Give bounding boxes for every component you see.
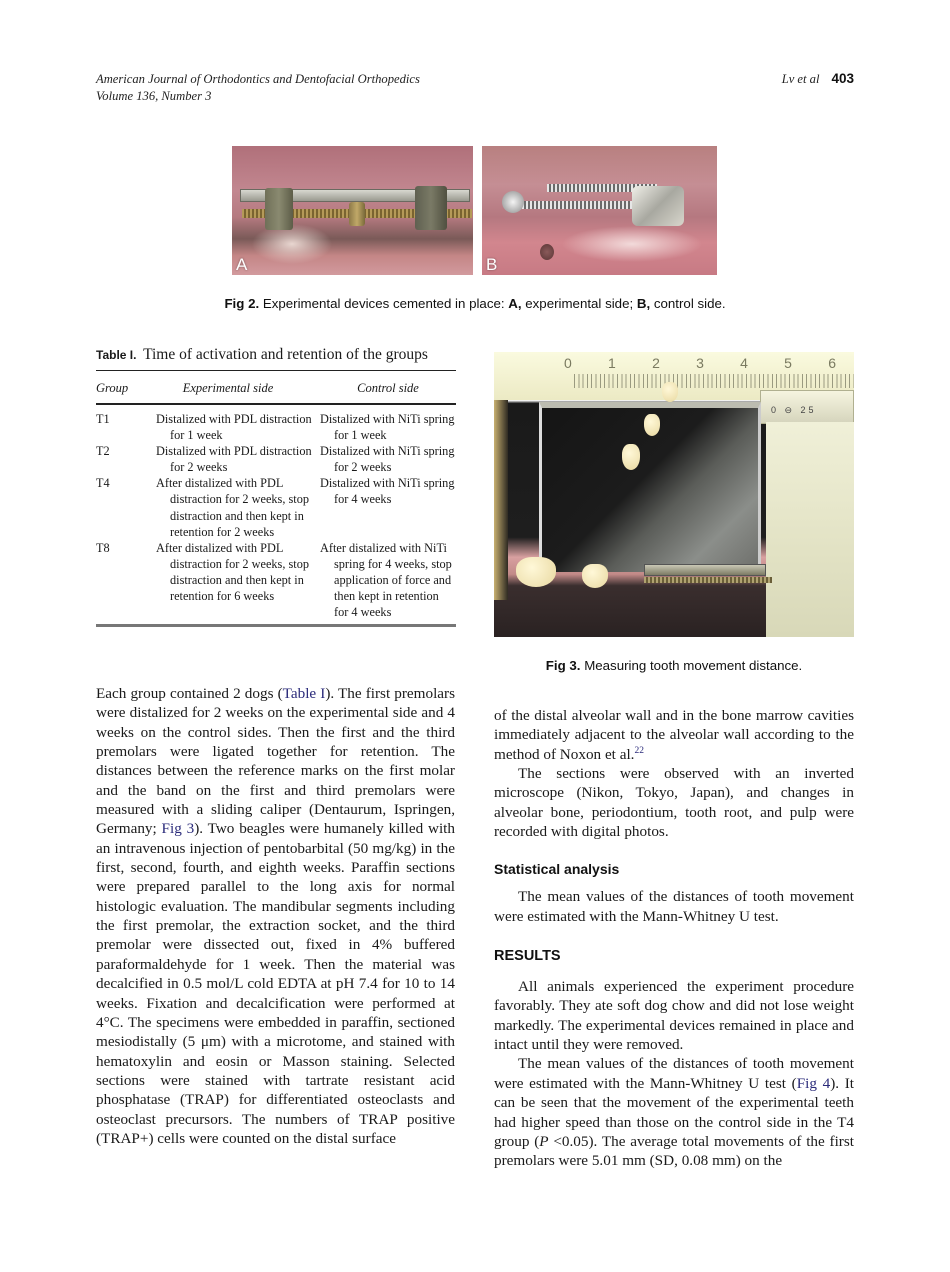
left-column bbox=[96, 684, 455, 1148]
ruler-number: 2 bbox=[652, 355, 660, 371]
paragraph: The sections were observed with an inverted microscope (Nikon, Tokyo, Japan), and changes in alveolar bone, periodontium, tooth root, and pulp were recorded with digital photos. bbox=[494, 765, 854, 841]
ruler-number: 5 bbox=[784, 355, 792, 371]
table-caption: Time of activation and retention of the groups bbox=[143, 346, 428, 363]
ruler-number: 4 bbox=[740, 355, 748, 371]
header-experimental: Experimental side bbox=[182, 381, 274, 395]
ruler-numbers bbox=[564, 355, 854, 371]
paragraph bbox=[494, 706, 854, 764]
heading-results: RESULTS bbox=[494, 948, 561, 965]
text: ). It can be seen that the movement of the experimental teeth had higher speed than those on the control side in the T4 group ( bbox=[494, 1074, 854, 1150]
ruler-number: 3 bbox=[696, 355, 704, 371]
caption-panel-a: A, bbox=[508, 296, 522, 311]
table-body bbox=[96, 405, 456, 624]
text: <0.05). The average total movements of the first premolars were 5.01 mm (SD, 0.08 mm) on the bbox=[494, 1132, 854, 1170]
device-clamp bbox=[415, 186, 447, 230]
figure-2-caption bbox=[0, 295, 950, 313]
table-1-link[interactable]: Table I bbox=[282, 685, 326, 702]
vernier-scale: 0 ⊖ 25 bbox=[771, 405, 817, 415]
text: of the distal alveolar wall and in the bone marrow cavities immediately adjacent to the alveolar wall according to the method of Noxon et al. bbox=[494, 707, 854, 763]
figure-3-link[interactable]: Fig 3 bbox=[161, 820, 195, 838]
caption-text: control side. bbox=[650, 296, 726, 311]
journal-title: American Journal of Orthodontics and Dentofacial Orthopedics bbox=[96, 72, 420, 86]
cell-control: After distalized with NiTi spring for 4 weeks, stop application of force and then kept in retention for 4 weeks bbox=[320, 540, 452, 620]
device-clamp bbox=[265, 188, 293, 230]
table-row bbox=[96, 540, 456, 620]
cell-experimental: Distalized with PDL distraction for 2 weeks bbox=[156, 444, 312, 475]
journal-volume: Volume 136, Number 3 bbox=[96, 89, 212, 103]
heading-statistical-analysis: Statistical analysis bbox=[494, 861, 620, 878]
table-title bbox=[96, 345, 456, 365]
table-1 bbox=[96, 345, 456, 627]
distraction-screw bbox=[644, 577, 772, 583]
distraction-device bbox=[644, 564, 766, 576]
text: The mean values of the distances of tooth movement were estimated with the Mann-Whitney U test ( bbox=[494, 1055, 854, 1092]
spring-end bbox=[502, 191, 524, 213]
table-bottom-rule bbox=[96, 624, 456, 627]
table-row bbox=[96, 411, 456, 443]
paragraph bbox=[96, 684, 455, 1148]
cell-group: T8 bbox=[96, 540, 110, 555]
ruler-ticks bbox=[574, 374, 854, 388]
tooth bbox=[622, 444, 640, 470]
ruler-number: 0 bbox=[564, 355, 572, 371]
tooth bbox=[644, 414, 660, 436]
figure-3-photo bbox=[494, 352, 854, 637]
paragraph: All animals experienced the experiment procedure favorably. They ate soft dog chow and did not lose weight markedly. The experimental devices remained in place and intact until they were removed. bbox=[494, 978, 854, 1054]
table-header-row bbox=[96, 371, 456, 403]
tooth bbox=[582, 564, 608, 588]
header-group: Group bbox=[96, 381, 129, 395]
text: ). Two beagles were humanely killed with an intravenous injection of pentobarbital (50 mg/kg) in the first, second, fourth, and eighth weeks. Paraffin sections were prepared parallel to the long axis for normal histologic evaluation. The mandibular segments including the first premolar, the extraction socket, and the third premolar were dissected out, fixed in 4% buffered paraformaldehyde for 1 week. Then the material was decalcified in 0.5 mol/L cold EDTA at pH 7.4 for 10 to 14 weeks. Fixation and decalcification were performed at 4°C. The specimens were embedded in paraffin, sectioned mesiodistally (5 μm) with a microtome, and stained with hematoxylin and eosin or Masson staining. Selected sections were stained with tartrate resistant acid phosphatase (TRAP) for differentiated osteoclasts and osteoclast precursors. The numbers of TRAP positive (TRAP+) cells were counted on the distal surface bbox=[96, 820, 455, 1147]
text: Each group contained 2 dogs ( bbox=[96, 685, 283, 702]
cell-control: Distalized with NiTi spring for 4 weeks bbox=[320, 476, 455, 507]
figure-3-label: Fig 3. bbox=[545, 658, 581, 673]
figure-2a-photo bbox=[232, 146, 473, 275]
device-nut bbox=[349, 202, 365, 226]
figure-3-caption bbox=[494, 657, 854, 675]
orthodontic-band bbox=[632, 186, 684, 226]
caption-text: experimental side; bbox=[521, 296, 637, 311]
cell-group: T2 bbox=[96, 444, 110, 459]
ruler-number: 6 bbox=[828, 355, 836, 371]
running-author: Lv et al bbox=[781, 72, 820, 86]
text: ). The first premolars were distalized for 2 weeks on the experimental side and 4 weeks on the control sides. Then the first and the third premolars were ligated together for retention. The distances between the reference marks on the first molar and the band on the first and third premolars were measured with a sliding caliper (Dentaurum, Ispringen, Germany; bbox=[96, 685, 455, 838]
panel-label-b: B bbox=[486, 255, 498, 274]
tooth bbox=[662, 382, 678, 402]
page-number: 403 bbox=[831, 71, 854, 86]
cell-group: T1 bbox=[96, 412, 110, 426]
cell-experimental: After distalized with PDL distraction for 2 weeks, stop distraction and then kept in retention for 6 weeks bbox=[156, 540, 309, 604]
running-header-journal bbox=[96, 71, 420, 105]
ruler-number: 1 bbox=[608, 355, 616, 371]
caption-text: Measuring tooth movement distance. bbox=[580, 658, 803, 673]
gingival-nodule bbox=[540, 244, 554, 260]
panel-label-a: A bbox=[236, 255, 248, 274]
glove-edge bbox=[494, 400, 508, 600]
caption-panel-b: B, bbox=[636, 296, 651, 311]
paragraph: The mean values of the distances of tooth movement were estimated with the Mann-Whitney U test. bbox=[494, 888, 854, 925]
right-column bbox=[494, 706, 854, 1171]
cell-control: Distalized with NiTi spring for 1 week bbox=[320, 412, 455, 443]
reference-22-link[interactable]: 22 bbox=[634, 745, 644, 756]
paragraph bbox=[494, 1054, 854, 1170]
caliper-vernier bbox=[760, 390, 854, 424]
table-row bbox=[96, 475, 456, 539]
table-row bbox=[96, 443, 456, 475]
figure-4-link[interactable]: Fig 4 bbox=[796, 1074, 831, 1092]
running-header-right bbox=[782, 70, 854, 88]
caption-text: Experimental devices cemented in place: bbox=[259, 296, 509, 311]
figure-2b-photo bbox=[482, 146, 717, 275]
cell-experimental: Distalized with PDL distraction for 1 week bbox=[156, 412, 312, 443]
p-value-symbol: P bbox=[539, 1132, 549, 1150]
cell-control: Distalized with NiTi spring for 2 weeks bbox=[320, 444, 455, 475]
cell-experimental: After distalized with PDL distraction for 2 weeks, stop distraction and then kept in retention for 2 weeks bbox=[156, 476, 309, 539]
gauze-cloth bbox=[766, 422, 854, 637]
header-control: Control side bbox=[357, 381, 419, 395]
table-label: Table I. bbox=[96, 348, 137, 362]
cell-group: T4 bbox=[96, 476, 110, 491]
figure-2-label: Fig 2. bbox=[224, 296, 260, 311]
tooth bbox=[516, 557, 556, 587]
